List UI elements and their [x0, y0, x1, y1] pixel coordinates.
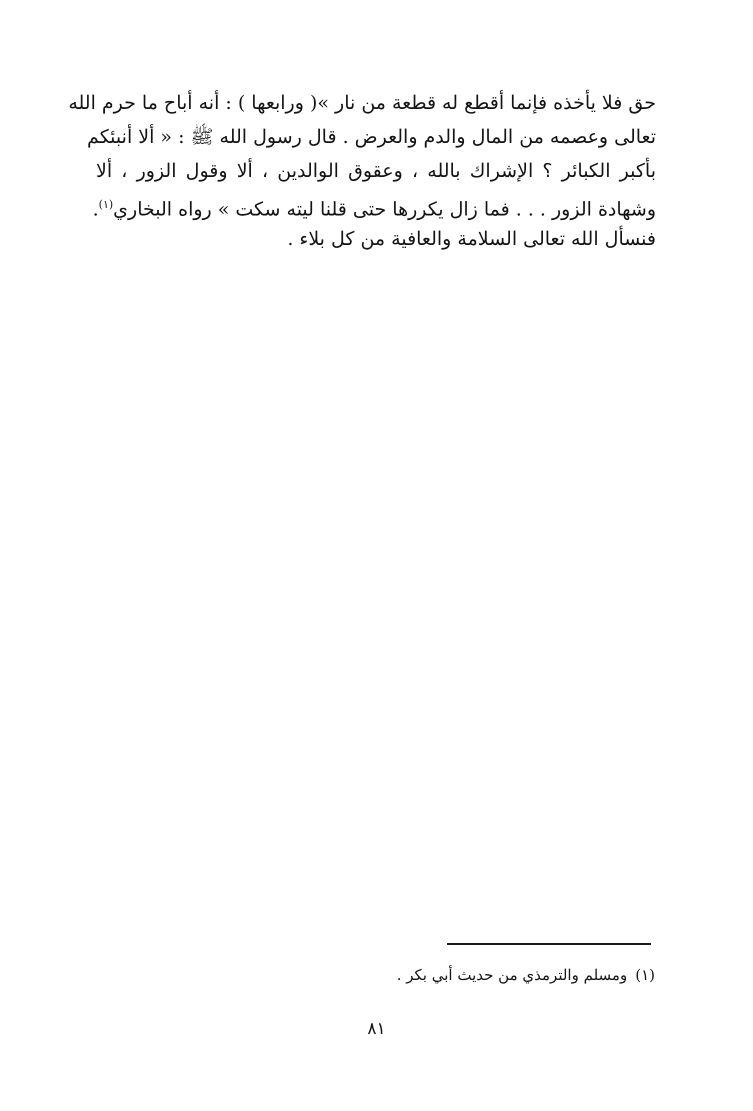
- text-line-1: حق فلا يأخذه فإنما أقطع له قطعة من نار »( ورابعها ) : أنه أباح ما حرم الله: [68, 92, 656, 114]
- main-text: [68, 86, 656, 256]
- text-line-5: فنسأل الله تعالى السلامة والعافية من كل بلاء .: [287, 228, 656, 250]
- text-line-4-content: وشهادة الزور . . . فما زال يكررها حتى قلنا ليته سكت » رواه البخاري: [113, 198, 656, 221]
- footnote-marker: (١): [635, 966, 655, 984]
- footnote-reference: (١): [98, 198, 114, 211]
- text-line-4: [92, 188, 656, 222]
- text-line-2: تعالى وعصمه من المال والدم والعرض . قال رسول الله ﷺ : « ألا أنبئكم: [87, 126, 656, 148]
- footnote: [397, 962, 655, 988]
- page-number: ٨١: [367, 1019, 386, 1039]
- text-line-4-period: .: [92, 198, 99, 221]
- footnote-text: ومسلم والترمذي من حديث أبي بكر .: [396, 966, 628, 984]
- footnote-divider: [447, 943, 651, 945]
- text-line-3: بأكبر الكبائر ؟ الإشراك بالله ، وعقوق الوالدين ، ألا وقول الزور ، ألا: [96, 160, 656, 182]
